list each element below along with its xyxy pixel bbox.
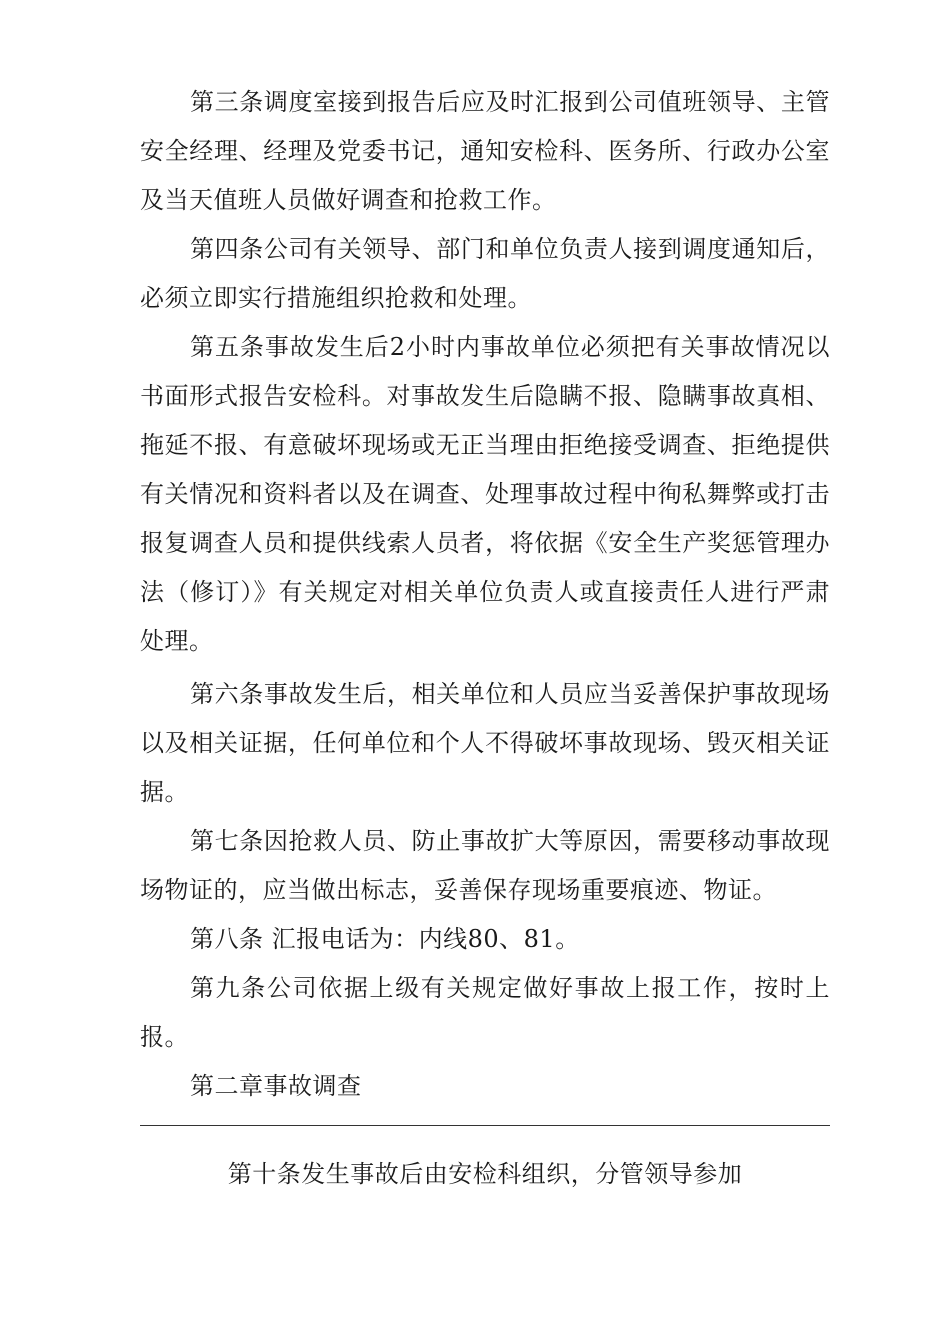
page-divider — [140, 1125, 830, 1126]
article-10-continued: 第十条发生事故后由安检科组织，分管领导参加 — [227, 1160, 743, 1188]
article-7-paragraph: 第七条因抢救人员、防止事故扩大等原因，需要移动事故现场物证的，应当做出标志，妥善保存现场重要痕迹、物证。 — [140, 827, 830, 904]
article-3-paragraph: 第三条调度室接到报告后应及时汇报到公司值班领导、主管安全经理、经理及党委书记，通知安检科、医务所、行政办公室及当天值班人员做好调查和抢救工作。 — [140, 88, 830, 214]
article-8-paragraph: 第八条 汇报电话为：内线80、81。 — [190, 925, 580, 953]
chapter-2-heading: 第二章事故调查 — [190, 1072, 362, 1100]
article-6-paragraph: 第六条事故发生后，相关单位和人员应当妥善保护事故现场以及相关证据，任何单位和个人不得破坏事故现场、毁灭相关证据。 — [140, 680, 830, 806]
article-5-paragraph: 第五条事故发生后2小时内事故单位必须把有关事故情况以书面形式报告安检科。对事故发生后隐瞒不报、隐瞒事故真相、拖延不报、有意破坏现场或无正当理由拒绝接受调查、拒绝提供有关情况和资料者以及在调查、处理事故过程中徇私舞弊或打击报复调查人员和提供线索人员者，将依据《安全生产奖惩管理办法（修订）》有关规定对相关单位负责人或直接责任人进行严肃处理。 — [140, 333, 830, 655]
article-9-paragraph: 第九条公司依据上级有关规定做好事故上报工作，按时上报。 — [140, 974, 830, 1051]
article-4-paragraph: 第四条公司有关领导、部门和单位负责人接到调度通知后，必须立即实行措施组织抢救和处理。 — [140, 235, 830, 312]
